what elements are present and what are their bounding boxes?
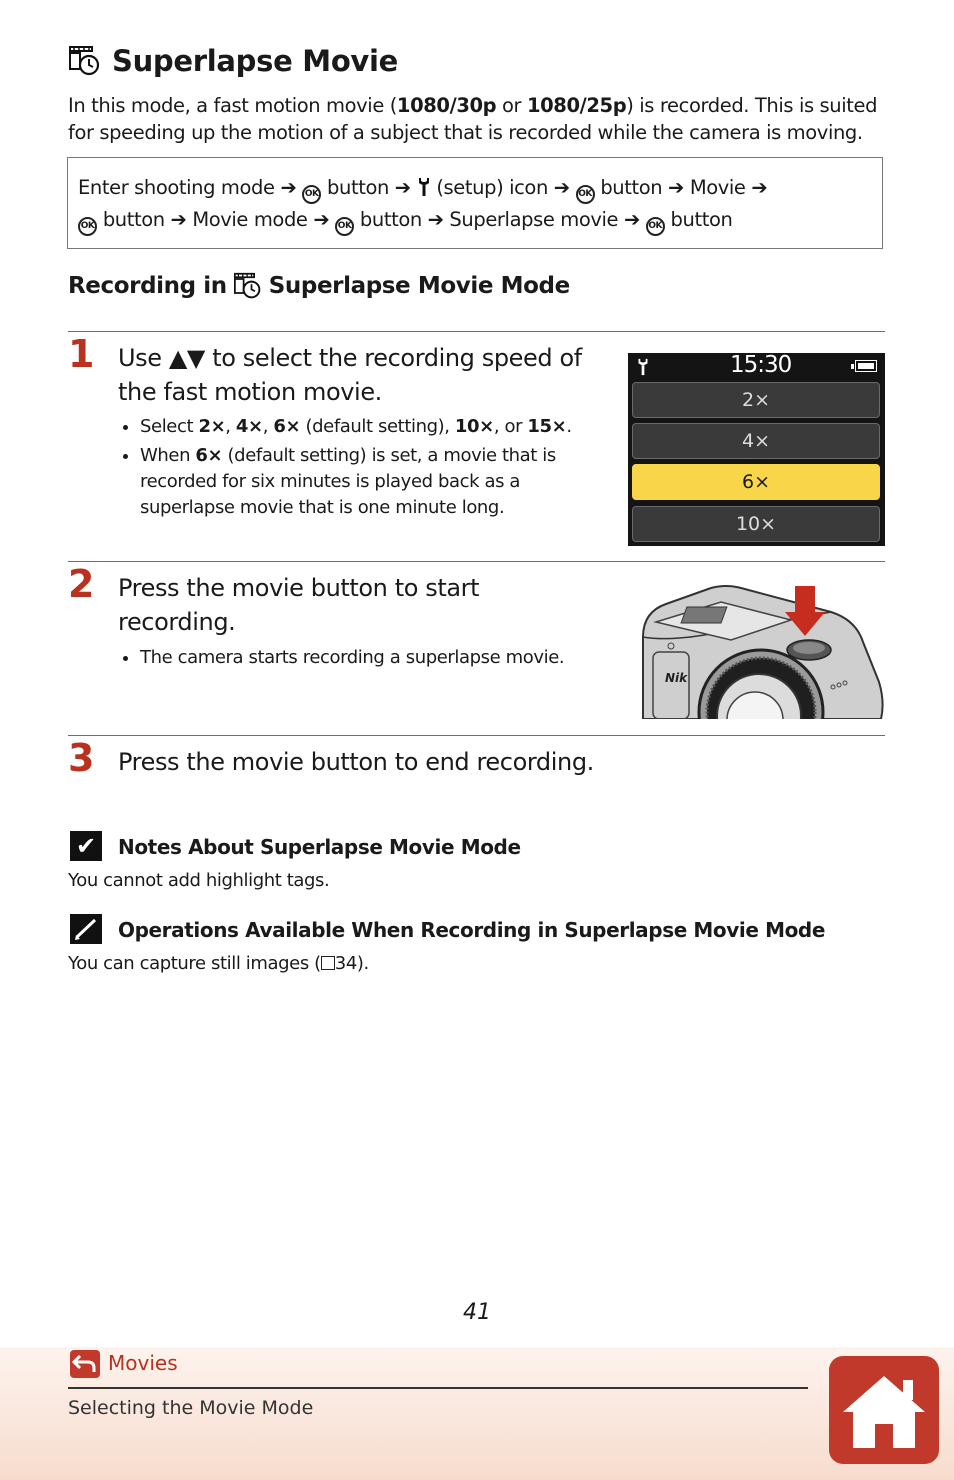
bullet-item: • The camera starts recording a superlapse movie. (140, 645, 598, 671)
step-number: 2 (68, 562, 95, 606)
superlapse-mode-icon (68, 45, 102, 77)
arrow-right-icon: ➔ (751, 176, 768, 199)
notes-title: Notes About Superlapse Movie Mode (118, 835, 521, 859)
path-step: (setup) icon (436, 176, 548, 199)
step-divider (68, 735, 885, 736)
footer-divider (68, 1387, 808, 1389)
step-text-part: to select the recording speed of the fast motion movie. (118, 344, 582, 406)
superlapse-mode-icon (233, 272, 263, 300)
footer-subsection-link[interactable]: Selecting the Movie Mode (68, 1397, 314, 1419)
format-1080-25p: 1080/25p (526, 94, 627, 117)
ok-button-icon: OK (646, 217, 665, 236)
path-step: Movie (689, 176, 746, 199)
section-heading (68, 272, 570, 300)
page-title (68, 44, 398, 78)
camera-brand: Nik (665, 671, 688, 685)
path-step: button (102, 208, 165, 231)
step-text-part: Use (118, 344, 162, 372)
arrow-right-icon: ➔ (394, 176, 411, 199)
menu-path-line-2 (78, 204, 872, 236)
up-down-arrows-icon: ▲▼ (168, 344, 205, 372)
page-number: 41 (463, 1300, 491, 1325)
book-reference-icon (321, 956, 335, 970)
intro-paragraph (68, 92, 888, 146)
wrench-setup-icon (636, 358, 650, 376)
ok-button-icon: OK (335, 217, 354, 236)
ok-button-icon: OK (78, 217, 97, 236)
battery-icon (855, 360, 877, 372)
ops-text: ). (356, 953, 369, 974)
path-step: button (600, 176, 663, 199)
ops-title: Operations Available When Recording in Superlapse Movie Mode (118, 918, 826, 942)
step-3-text: Press the movie button to end recording. (118, 748, 594, 776)
arrow-right-icon: ➔ (553, 176, 570, 199)
menu-path-box (67, 157, 883, 249)
home-icon (829, 1356, 939, 1464)
menu-path-line-1 (78, 172, 872, 204)
path-step: button (670, 208, 733, 231)
speed-option-selected[interactable]: 6× (632, 464, 880, 500)
bullet-item: • Select 2×, 4×, 6× (default setting), 10×, or 15×. (140, 414, 588, 440)
step-1-bullets (118, 414, 588, 524)
speed-option[interactable]: 10× (632, 506, 880, 542)
path-step: Superlapse movie (449, 208, 619, 231)
ops-text: You can capture still images ( (68, 953, 321, 974)
step-2-text: Press the movie button to start recording. (118, 574, 480, 636)
arrow-right-icon: ➔ (170, 208, 187, 231)
section-heading-text: Superlapse Movie Mode (268, 273, 570, 299)
camera-screen (628, 353, 885, 546)
arrow-right-icon: ➔ (668, 176, 684, 199)
page-ref-link[interactable]: 34 (334, 953, 357, 974)
step-number: 3 (68, 736, 95, 780)
back-arrow-icon[interactable] (70, 1350, 100, 1378)
notes-body: You cannot add highlight tags. (68, 870, 330, 891)
step-1-text (118, 341, 608, 409)
memo-pencil-icon (70, 914, 102, 944)
path-step: button (327, 176, 389, 199)
step-divider (68, 331, 885, 332)
intro-text: In this mode, a fast motion movie ( (68, 94, 397, 117)
step-divider (68, 561, 885, 562)
arrow-right-icon: ➔ (280, 176, 297, 199)
ops-body (68, 953, 369, 974)
section-heading-text: Recording in (68, 273, 227, 299)
step-number: 1 (68, 332, 95, 376)
ok-button-icon: OK (302, 185, 321, 204)
home-button[interactable] (829, 1356, 939, 1464)
wrench-setup-icon (417, 177, 431, 197)
arrow-right-icon: ➔ (623, 208, 640, 231)
intro-text: ) is recorded. This is suited for speeding up the motion of a subject that is recorded while the camera is moving. (68, 94, 878, 144)
speed-option[interactable]: 4× (632, 423, 880, 459)
speed-option[interactable]: 2× (632, 382, 880, 418)
screen-time: 15:30 (730, 352, 792, 378)
arrow-right-icon: ➔ (427, 208, 444, 231)
ok-button-icon: OK (576, 185, 595, 204)
bullet-item: • When 6× (default setting) is set, a movie that is recorded for six minutes is played back as a superlapse movie that is one minute long. (140, 443, 588, 521)
path-step: Enter shooting mode (78, 176, 275, 199)
page-title-text: Superlapse Movie (112, 44, 399, 78)
path-step: button (359, 208, 422, 231)
path-step: Movie mode (192, 208, 308, 231)
camera-illustration (641, 582, 885, 719)
step-2-bullets (118, 645, 598, 674)
format-1080-30p: 1080/30p (396, 94, 497, 117)
footer-section-link[interactable]: Movies (108, 1351, 178, 1375)
caution-check-icon: ✔ (70, 831, 102, 861)
intro-text: or (496, 94, 527, 117)
arrow-right-icon: ➔ (313, 208, 330, 231)
